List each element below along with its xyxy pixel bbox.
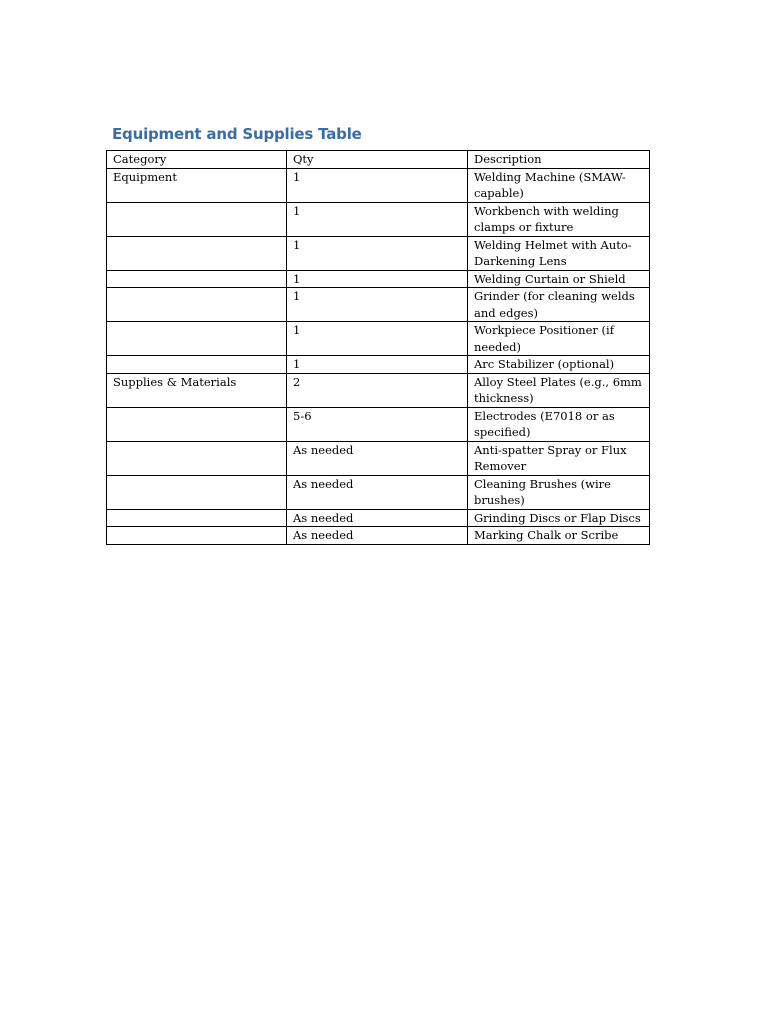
cell-category — [107, 202, 287, 236]
header-category: Category — [107, 151, 287, 169]
cell-category — [107, 322, 287, 356]
cell-category — [107, 288, 287, 322]
cell-qty: 1 — [287, 236, 468, 270]
table-row — [107, 475, 650, 509]
cell-category — [107, 475, 287, 509]
cell-qty: As needed — [287, 527, 468, 545]
cell-description: Workpiece Positioner (if needed) — [468, 322, 650, 356]
equipment-supplies-table — [106, 150, 650, 545]
cell-category — [107, 236, 287, 270]
cell-qty: 1 — [287, 270, 468, 288]
table-row — [107, 270, 650, 288]
table-row — [107, 441, 650, 475]
table-row — [107, 373, 650, 407]
cell-category — [107, 509, 287, 527]
cell-category — [107, 527, 287, 545]
table-row — [107, 202, 650, 236]
cell-qty: 1 — [287, 322, 468, 356]
cell-qty: As needed — [287, 475, 468, 509]
table-row — [107, 527, 650, 545]
cell-category — [107, 270, 287, 288]
table-row — [107, 288, 650, 322]
cell-description: Workbench with welding clamps or fixture — [468, 202, 650, 236]
table-row — [107, 168, 650, 202]
cell-description: Welding Curtain or Shield — [468, 270, 650, 288]
cell-category — [107, 407, 287, 441]
cell-qty: 5-6 — [287, 407, 468, 441]
table-header-row — [107, 151, 650, 169]
table-row — [107, 236, 650, 270]
cell-qty: 1 — [287, 202, 468, 236]
cell-qty: 2 — [287, 373, 468, 407]
cell-qty: As needed — [287, 509, 468, 527]
cell-description: Alloy Steel Plates (e.g., 6mm thickness) — [468, 373, 650, 407]
cell-category — [107, 441, 287, 475]
cell-category: Supplies & Materials — [107, 373, 287, 407]
cell-description: Arc Stabilizer (optional) — [468, 356, 650, 374]
table-row — [107, 509, 650, 527]
cell-category: Equipment — [107, 168, 287, 202]
table-row — [107, 407, 650, 441]
header-description: Description — [468, 151, 650, 169]
cell-description: Grinding Discs or Flap Discs — [468, 509, 650, 527]
header-qty: Qty — [287, 151, 468, 169]
document-title: Equipment and Supplies Table — [112, 125, 362, 143]
cell-description: Cleaning Brushes (wire brushes) — [468, 475, 650, 509]
cell-description: Electrodes (E7018 or as specified) — [468, 407, 650, 441]
cell-qty: 1 — [287, 168, 468, 202]
cell-qty: 1 — [287, 288, 468, 322]
cell-description: Welding Machine (SMAW-capable) — [468, 168, 650, 202]
cell-description: Anti-spatter Spray or Flux Remover — [468, 441, 650, 475]
cell-description: Welding Helmet with Auto-Darkening Lens — [468, 236, 650, 270]
cell-qty: 1 — [287, 356, 468, 374]
cell-category — [107, 356, 287, 374]
table-row — [107, 322, 650, 356]
cell-description: Marking Chalk or Scribe — [468, 527, 650, 545]
cell-description: Grinder (for cleaning welds and edges) — [468, 288, 650, 322]
cell-qty: As needed — [287, 441, 468, 475]
table-row — [107, 356, 650, 374]
